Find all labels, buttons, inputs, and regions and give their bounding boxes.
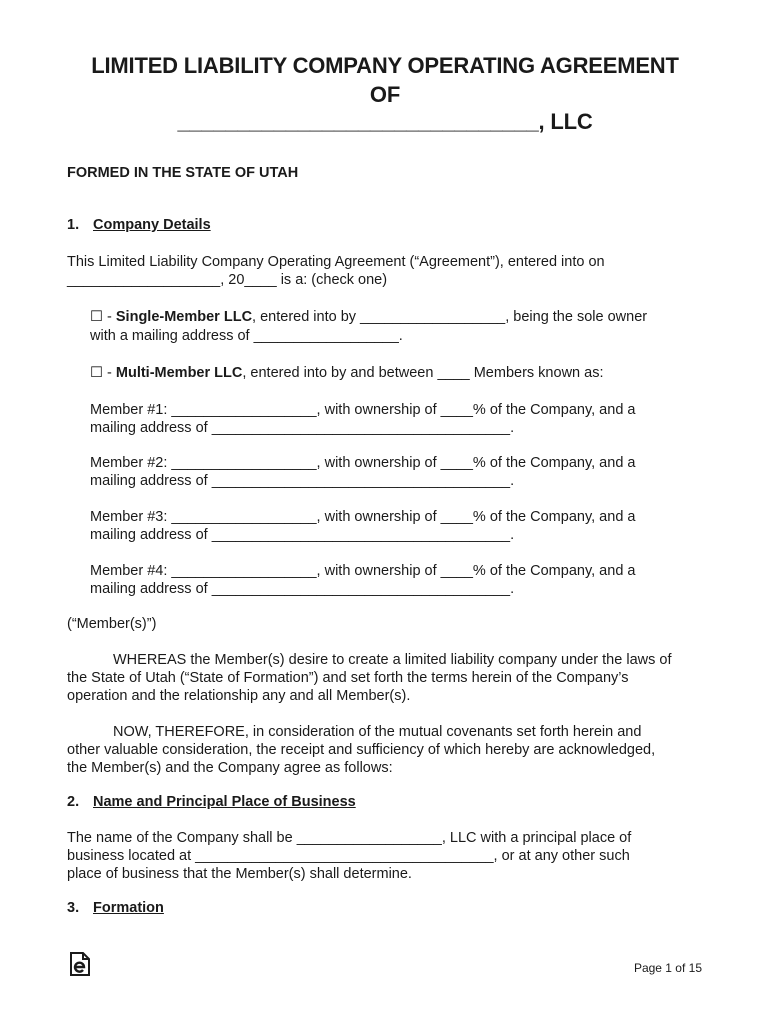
- member-1-line-1: Member #1: __________________, with ownership of ____% of the Company, and a: [90, 402, 636, 418]
- name-line-3: place of business that the Member(s) shall determine.: [67, 866, 412, 882]
- whereas-line-2: the State of Utah (“State of Formation”) and set forth the terms herein of the Company’s: [67, 670, 629, 686]
- single-member-checkbox[interactable]: ☐: [90, 309, 103, 325]
- name-line-2: business located at _____________________________________, or at any other such: [67, 848, 630, 864]
- name-line-1: The name of the Company shall be __________________, LLC with a principal place of: [67, 830, 632, 846]
- section-title: Name and Principal Place of Business: [93, 794, 356, 810]
- whereas-line-1: WHEREAS the Member(s) desire to create a limited liability company under the laws of: [113, 652, 672, 668]
- whereas-line-3: operation and the relationship any and all Member(s).: [67, 688, 411, 704]
- multi-member-option: [90, 364, 700, 382]
- company-name-blank: ______________________________, LLC: [177, 109, 593, 134]
- single-member-label: Single-Member LLC: [115, 309, 253, 325]
- member-3-line-1: Member #3: __________________, with ownership of ____% of the Company, and a: [90, 509, 636, 525]
- section-title: Company Details: [93, 217, 211, 233]
- document-logo-icon: [70, 952, 90, 976]
- section-number: 3.: [67, 900, 80, 916]
- member-4-line-1: Member #4: __________________, with ownership of ____% of the Company, and a: [90, 563, 636, 579]
- section-title: Formation: [93, 900, 164, 916]
- intro-line-2: ___________________, 20____ is a: (check one): [67, 272, 388, 288]
- member-4-line-2: mailing address of _____________________________________.: [90, 581, 515, 597]
- multi-member-label: Multi-Member LLC: [115, 365, 243, 381]
- intro-line-1: This Limited Liability Company Operating Agreement (“Agreement”), entered into on: [67, 254, 605, 270]
- now-therefore-line-3: the Member(s) and the Company agree as follows:: [67, 760, 393, 776]
- single-member-address: with a mailing address of __________________.: [90, 328, 403, 344]
- member-1-line-2: mailing address of _____________________________________.: [90, 420, 515, 436]
- single-member-text: , entered into by __________________, being the sole owner: [252, 309, 648, 325]
- member-2-line-2: mailing address of _____________________________________.: [90, 473, 515, 489]
- section-number: 1.: [67, 217, 80, 233]
- document-title-of: OF: [369, 82, 401, 107]
- member-2-line-1: Member #2: __________________, with ownership of ____% of the Company, and a: [90, 455, 636, 471]
- section-2-heading: [67, 794, 356, 810]
- document-title: LIMITED LIABILITY COMPANY OPERATING AGREEMENT: [91, 53, 679, 78]
- section-number: 2.: [67, 794, 80, 810]
- formed-in-state: FORMED IN THE STATE OF UTAH: [67, 165, 299, 181]
- section-3-heading: [67, 900, 164, 916]
- single-member-option: [90, 308, 700, 326]
- multi-member-text: , entered into by and between ____ Members known as:: [242, 365, 604, 381]
- dash: -: [103, 309, 116, 325]
- multi-member-checkbox[interactable]: ☐: [90, 365, 103, 381]
- now-therefore-line-2: other valuable consideration, the receipt and sufficiency of which hereby are acknowledged,: [67, 742, 656, 758]
- member-3-line-2: mailing address of _____________________________________.: [90, 527, 515, 543]
- dash: -: [103, 365, 116, 381]
- section-1-heading: [67, 217, 211, 233]
- page-number: Page 1 of 15: [633, 961, 702, 975]
- members-label: (“Member(s)”): [67, 616, 157, 632]
- now-therefore-line-1: NOW, THEREFORE, in consideration of the mutual covenants set forth herein and: [113, 724, 642, 740]
